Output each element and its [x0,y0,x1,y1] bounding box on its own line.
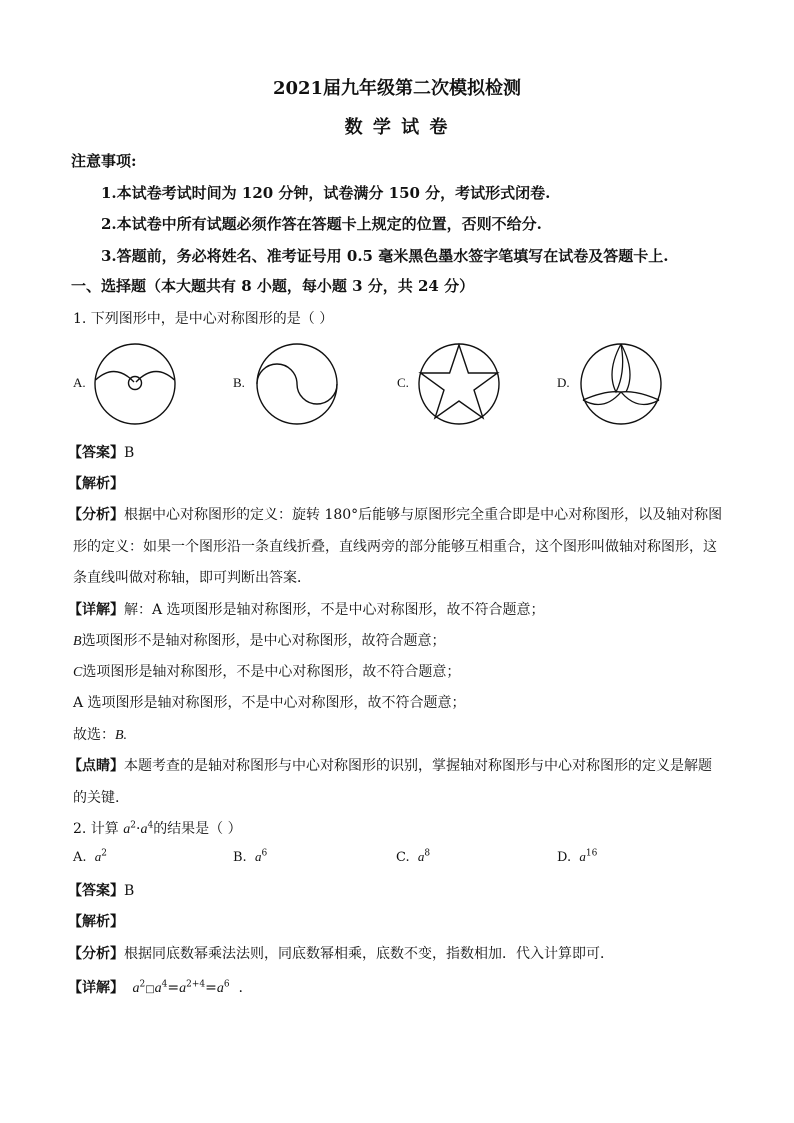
detail-b-text: 选项图形不是轴对称图形，是中心对称图形，故符合题意； [81,633,446,649]
q2-option-b [233,849,267,865]
q2-option-a-label: A. [73,850,87,865]
q2-answer-value: B [124,883,135,899]
q1-detail-line-1 [68,599,545,619]
q2-dot: · [136,821,141,837]
formula-a-2: a [154,981,162,996]
q1-answer [68,442,134,462]
q2-detail-tag: 【详解】 [68,980,124,996]
q1-choose [73,724,127,744]
question-1-stem: 1. 下列图形中，是中心对称图形的是（ ） [73,311,334,327]
q1-detail-line-3 [73,661,460,681]
q2-answer-tag: 【答案】 [68,883,124,899]
q2-stem-prefix: 2. 计算 [73,821,119,837]
formula-a-1: a [132,981,140,996]
formula-end: . [238,980,243,996]
q1-detail-line-2 [73,630,446,650]
q2-option-c [396,849,430,865]
notice-item-3: 3.答题前，务必将姓名、准考证号用 0.5 毫米黑色墨水签字笔填写在试卷及答题卡上. [101,247,669,265]
notice-item-1: 1.本试卷考试时间为 120 分钟，试卷满分 150 分，考试形式闭卷. [101,184,551,202]
q2-option-b-exp: 6 [261,848,268,859]
q2-fenxi-tag: 【分析】 [68,946,124,962]
q2-exp-1: 2 [130,820,136,831]
q1-dianjing-line-2: 的关键. [73,790,120,806]
q1-option-d-label: D. [557,375,570,390]
q2-option-d-label: D. [557,850,572,865]
q1-detail-line-4: A 选项图形是轴对称图形，不是中心对称图形，故不符合题意； [73,695,466,711]
formula-a-4: a [216,981,224,996]
q2-option-a-base: a [94,849,102,864]
figure-b-s-curve-circle [252,342,342,426]
detail-text: 解：A 选项图形是轴对称图形，不是中心对称图形，故不符合题意； [124,602,545,618]
formula-dot: □ [145,984,155,995]
q2-base-2: a [140,822,148,837]
q2-option-d-exp: 16 [585,848,598,859]
figure-a-circle-arcs [90,342,180,426]
figure-c-star-in-circle [414,340,504,426]
fenxi-text: 根据中心对称图形的定义：旋转 180°后能够与原图形完全重合即是中心对称图形，以及轴对称图 [124,507,723,523]
q1-fenxi-line-1 [68,504,722,524]
answer-value: B [124,445,135,461]
notice-item-2: 2.本试卷中所有试题必须作答在答题卡上规定的位置，否则不给分. [101,215,542,233]
formula-eq-1: = [167,980,180,996]
q1-option-b-label: B. [233,375,245,390]
q2-option-c-exp: 8 [424,848,431,859]
q2-option-d [557,849,597,865]
exam-subtitle: 数 学 试 卷 [344,117,450,138]
formula-exp-2: 4 [161,979,168,990]
q2-base-1: a [123,822,131,837]
figure-d-three-petals [576,342,666,426]
formula-exp-4: 6 [223,979,230,990]
q1-analysis-tag: 【解析】 [68,476,124,492]
dianjing-text: 本题考查的是轴对称图形与中心对称图形的识别，掌握轴对称图形与中心对称图形的定义是解题 [124,758,712,774]
dianjing-tag: 【点睛】 [68,758,124,774]
q2-option-b-base: a [254,849,262,864]
q2-fenxi-text: 根据同底数幂乘法法则，同底数幂相乘，底数不变，指数相加．代入计算即可． [124,946,614,962]
q1-option-c-label: C. [397,375,409,390]
exam-title: 2021届九年级第二次模拟检测 [272,78,522,99]
formula-exp-3: 2+4 [186,979,206,990]
q1-dianjing-line-1 [68,755,712,775]
formula-eq-2: = [205,980,217,996]
q1-fenxi-line-2: 形的定义：如果一个图形沿一条直线折叠，直线两旁的部分能够互相重合，这个图形叫做轴对称图形，这 [73,539,717,555]
q2-exp-2: 4 [147,820,154,831]
q1-fenxi-line-3: 条直线叫做对称轴，即可判断出答案． [73,570,311,586]
section-heading: 一、选择题（本大题共有 8 小题，每小题 3 分，共 24 分） [71,277,475,295]
q1-option-a-label: A. [73,375,86,390]
q2-detail [68,977,243,997]
choose-prefix: 故选： [73,727,115,743]
fenxi-tag: 【分析】 [68,507,124,523]
answer-tag: 【答案】 [68,445,124,461]
formula-a-3: a [179,981,187,996]
q2-option-a [73,849,107,865]
q2-answer [68,880,134,900]
detail-b-letter: B [73,634,82,649]
q2-fenxi [68,943,614,963]
choose-letter: B. [115,728,128,743]
q2-analysis-tag: 【解析】 [68,914,124,930]
q2-stem-suffix: 的结果是（ ） [153,821,242,837]
detail-tag: 【详解】 [68,602,124,618]
q2-option-d-base: a [579,849,586,864]
q2-option-a-exp: 2 [101,848,108,859]
q2-option-c-label: C. [396,850,410,865]
q2-formula [132,980,242,996]
q2-option-b-label: B. [233,850,247,865]
q2-option-c-base: a [417,849,425,864]
formula-exp-1: 2 [139,979,146,990]
detail-c-text: 选项图形是轴对称图形，不是中心对称图形，故不符合题意； [82,664,461,680]
notice-heading: 注意事项: [71,152,137,170]
detail-c-letter: C [73,665,83,680]
question-2-stem [73,818,242,838]
